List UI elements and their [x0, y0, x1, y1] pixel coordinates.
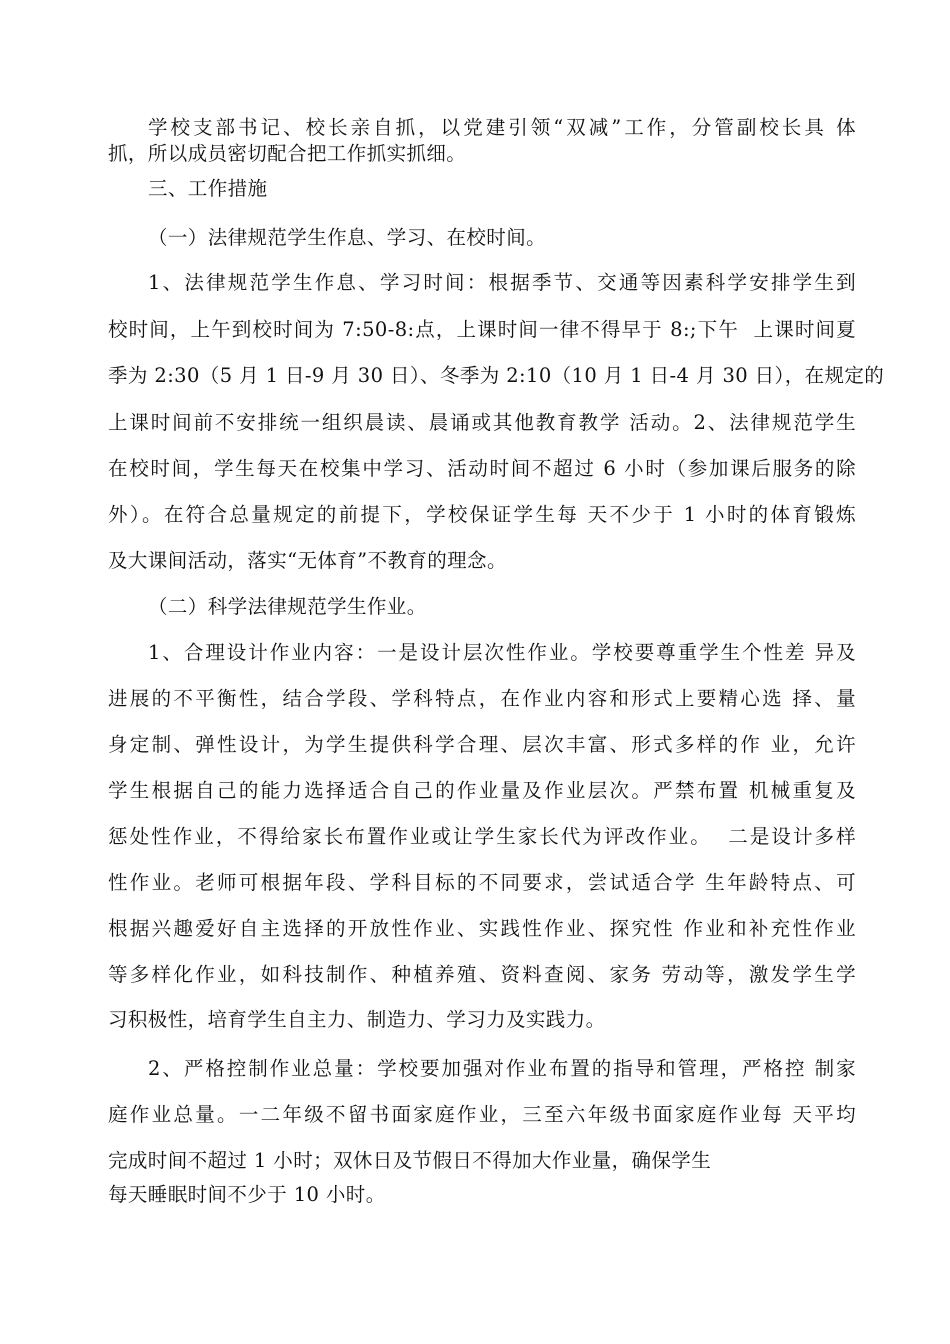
paragraph-line: 每天睡眠时间不少于 10 小时。 — [108, 1183, 386, 1206]
paragraph-line: 上课时间前不安排统一组织晨读、晨诵或其他教育教学 活动。2、法律规范学生 — [108, 411, 856, 434]
paragraph-line: 性作业。老师可根据年段、学科目标的不同要求，尝试适合学 生年龄特点、可 — [108, 871, 856, 894]
paragraph-line: 学校支部书记、校长亲自抓，以党建引领“双减”工作，分管副校长具 体 — [148, 116, 856, 139]
paragraph-line: 抓，所以成员密切配合把工作抓实抓细。 — [108, 142, 467, 165]
section-heading: 三、工作措施 — [148, 177, 268, 200]
paragraph-line: 惩处性作业，不得给家长布置作业或让学生家长代为评改作业。 二是设计多样 — [108, 825, 856, 848]
paragraph-line: 等多样化作业，如科技制作、种植养殖、资料查阅、家务 劳动等，激发学生学 — [108, 963, 856, 986]
paragraph-line: 进展的不平衡性，结合学段、学科特点，在作业内容和形式上要精心选 择、量 — [108, 687, 856, 710]
subsection-heading: （二）科学法律规范学生作业。 — [148, 595, 427, 618]
subsection-heading: （一）法律规范学生作息、学习、在校时间。 — [148, 226, 547, 249]
paragraph-line: 季为 2:30（5 月 1 日-9 月 30 日）、冬季为 2:10（10 月 1 日-4 月 30 日），在规定的 — [108, 364, 885, 387]
paragraph-line: 1、法律规范学生作息、学习时间：根据季节、交通等因素科学安排学生到 — [148, 271, 856, 294]
paragraph-line: 外）。在符合总量规定的前提下，学校保证学生每 天不少于 1 小时的体育锻炼 — [108, 503, 856, 526]
paragraph-line: 2、严格控制作业总量：学校要加强对作业布置的指导和管理，严格控 制家 — [148, 1057, 856, 1080]
paragraph-line: 习积极性，培育学生自主力、制造力、学习力及实践力。 — [108, 1008, 606, 1031]
paragraph-line: 完成时间不超过 1 小时；双休日及节假日不得加大作业量，确保学生 — [108, 1149, 712, 1172]
paragraph-line: 根据兴趣爱好自主选择的开放性作业、实践性作业、探究性 作业和补充性作业 — [108, 917, 856, 940]
paragraph-line: 校时间，上午到校时间为 7:50-8:点，上课时间一律不得早于 8:;下午 上课时间夏 — [108, 318, 856, 341]
paragraph-line: 及大课间活动，落实“无体育”不教育的理念。 — [108, 549, 507, 572]
paragraph-line: 在校时间，学生每天在校集中学习、活动时间不超过 6 小时（参加课后服务的除 — [108, 457, 856, 480]
paragraph-line: 1、合理设计作业内容：一是设计层次性作业。学校要尊重学生个性差 异及 — [148, 641, 856, 664]
paragraph-line: 庭作业总量。一二年级不留书面家庭作业，三至六年级书面家庭作业每 天平均 — [108, 1103, 856, 1126]
paragraph-line: 身定制、弹性设计，为学生提供科学合理、层次丰富、形式多样的作 业，允许 — [108, 733, 856, 756]
paragraph-line: 学生根据自己的能力选择适合自己的作业量及作业层次。严禁布置 机械重复及 — [108, 779, 856, 802]
